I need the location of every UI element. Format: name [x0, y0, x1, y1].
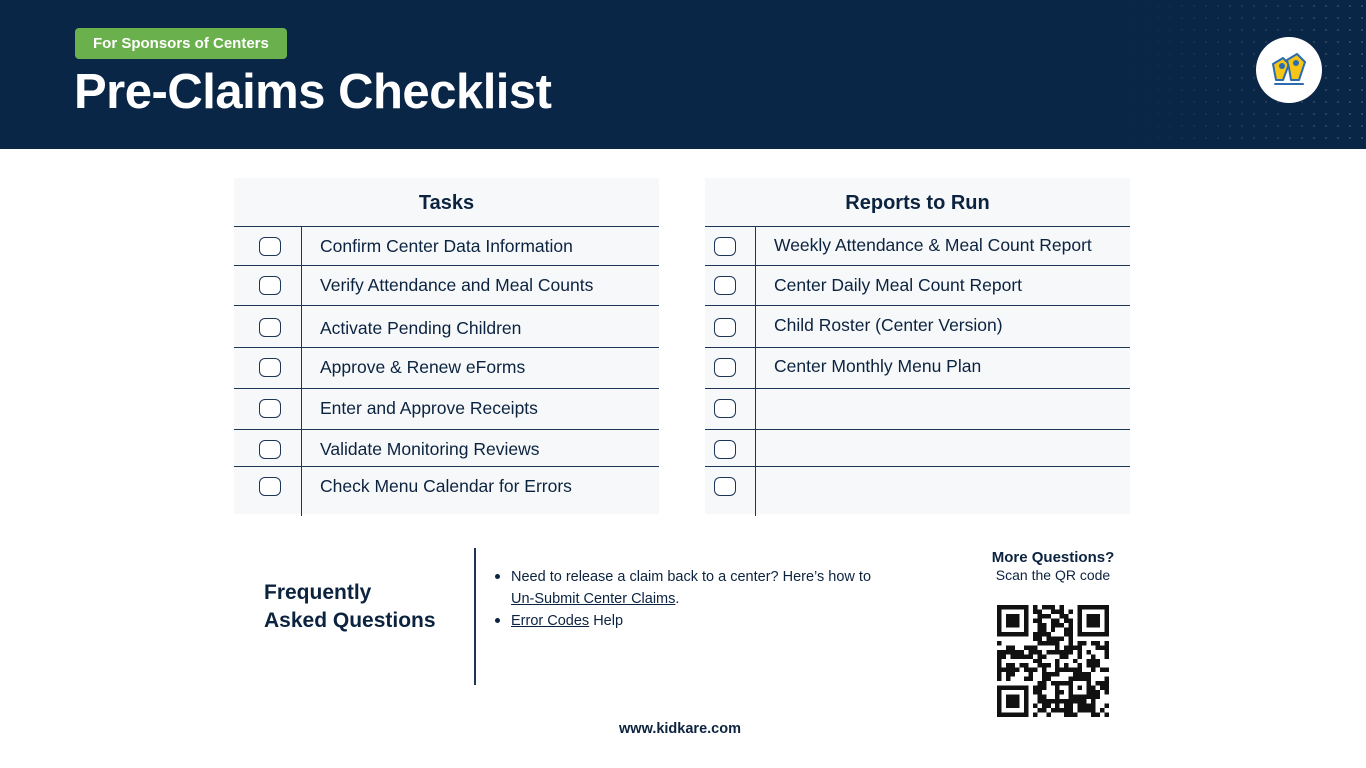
- tasks-heading: Tasks: [234, 178, 659, 227]
- checkbox[interactable]: [259, 399, 281, 418]
- task-label: Check Menu Calendar for Errors: [320, 476, 572, 496]
- audience-badge: For Sponsors of Centers: [75, 28, 287, 59]
- table-row: [705, 389, 1130, 430]
- checkbox[interactable]: [259, 237, 281, 256]
- faq-divider: [474, 548, 476, 685]
- table-row: [234, 306, 659, 348]
- table-row: [234, 266, 659, 306]
- report-label: Weekly Attendance & Meal Count Report: [774, 235, 1092, 255]
- task-label: Verify Attendance and Meal Counts: [320, 275, 594, 295]
- faq-item: [493, 610, 933, 632]
- page-title: Pre-Claims Checklist: [74, 65, 552, 119]
- task-label: Activate Pending Children: [320, 318, 522, 338]
- scan-qr-text: Scan the QR code: [995, 567, 1111, 583]
- table-row: [705, 467, 1130, 516]
- table-row: [705, 306, 1130, 348]
- faq-item-punct: .: [675, 591, 680, 607]
- faq-item: [493, 566, 933, 610]
- task-label: Approve & Renew eForms: [320, 357, 526, 377]
- table-row: [234, 467, 659, 516]
- checkbox[interactable]: [259, 358, 281, 377]
- checkbox[interactable]: [259, 440, 281, 459]
- faq-list: [493, 566, 933, 632]
- task-label: Confirm Center Data Information: [320, 236, 573, 256]
- checkbox[interactable]: [714, 276, 736, 295]
- faq-title: [264, 579, 436, 635]
- checkbox[interactable]: [714, 318, 736, 337]
- faq-item-text: Need to release a claim back to a center? Here’s how to: [511, 569, 872, 585]
- checkbox[interactable]: [259, 318, 281, 337]
- table-row: [234, 348, 659, 389]
- checkbox[interactable]: [714, 440, 736, 459]
- checkbox[interactable]: [259, 276, 281, 295]
- reports-table: [705, 178, 1130, 514]
- checkbox[interactable]: [714, 399, 736, 418]
- tasks-table: [234, 178, 659, 514]
- table-row: [234, 389, 659, 430]
- checkbox[interactable]: [259, 477, 281, 496]
- checkbox[interactable]: [714, 358, 736, 377]
- table-row: [705, 227, 1130, 266]
- checkbox[interactable]: [714, 237, 736, 256]
- task-label: Validate Monitoring Reviews: [320, 439, 540, 459]
- task-label: Enter and Approve Receipts: [320, 398, 538, 418]
- decorative-dots: [1116, 0, 1366, 149]
- report-label: Center Daily Meal Count Report: [774, 275, 1023, 295]
- faq-item-text: Help: [589, 613, 624, 629]
- reports-heading: Reports to Run: [705, 178, 1130, 227]
- header-banner: [0, 0, 1366, 149]
- faq-title-line1: Frequently: [264, 581, 372, 604]
- faq-title-line2: Asked Questions: [264, 609, 436, 632]
- error-codes-link[interactable]: Error Codes: [511, 613, 590, 629]
- kidkare-logo-icon: [1256, 37, 1322, 103]
- table-row: [705, 348, 1130, 389]
- report-label: Center Monthly Menu Plan: [774, 356, 982, 376]
- table-row: [234, 430, 659, 467]
- unsubmit-claims-link[interactable]: Un-Submit Center Claims: [511, 591, 676, 607]
- checkbox[interactable]: [714, 477, 736, 496]
- table-row: [705, 266, 1130, 306]
- table-row: [705, 430, 1130, 467]
- report-label: Child Roster (Center Version): [774, 315, 1003, 335]
- more-questions-title: More Questions?: [991, 549, 1115, 566]
- website-url: www.kidkare.com: [619, 721, 741, 737]
- table-row: [234, 227, 659, 266]
- qr-code-icon[interactable]: [997, 605, 1109, 717]
